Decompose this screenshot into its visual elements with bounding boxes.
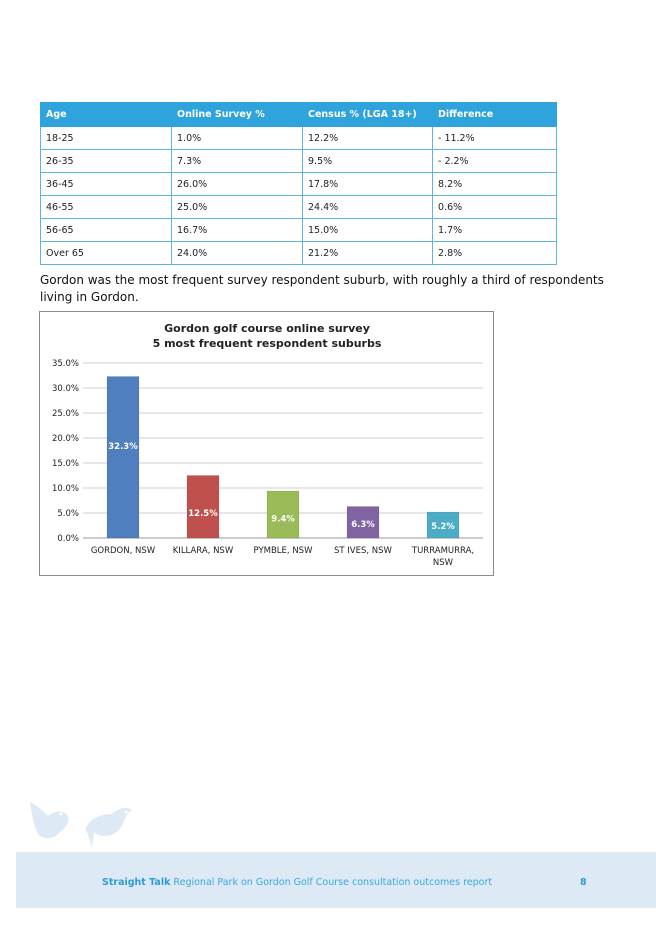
y-tick-label: 30.0% bbox=[51, 384, 79, 394]
cell-age: Over 65 bbox=[41, 242, 172, 265]
cell-census: 12.2% bbox=[303, 127, 433, 150]
data-label: 5.2% bbox=[431, 521, 455, 532]
cell-age: 18-25 bbox=[41, 127, 172, 150]
bird-icon bbox=[30, 802, 69, 838]
table-row bbox=[41, 173, 557, 196]
table-row bbox=[41, 150, 557, 173]
table-row bbox=[41, 127, 557, 150]
age-comparison-table bbox=[40, 102, 557, 265]
cell-difference: 0.6% bbox=[433, 196, 557, 219]
table-row bbox=[41, 219, 557, 242]
data-label: 9.4% bbox=[271, 514, 295, 525]
cell-online: 16.7% bbox=[172, 219, 303, 242]
cell-age: 46-55 bbox=[41, 196, 172, 219]
header-census: Census % (LGA 18+) bbox=[303, 103, 433, 127]
y-tick-label: 0.0% bbox=[57, 534, 79, 544]
chart-subtitle: 5 most frequent respondent suburbs bbox=[152, 337, 382, 350]
header-online-survey: Online Survey % bbox=[172, 103, 303, 127]
y-tick-label: 5.0% bbox=[57, 509, 79, 519]
y-tick-label: 10.0% bbox=[51, 484, 79, 494]
bird-icon bbox=[86, 808, 132, 848]
table-row bbox=[41, 242, 557, 265]
data-label: 12.5% bbox=[188, 509, 218, 520]
cell-census: 21.2% bbox=[303, 242, 433, 265]
footer-text bbox=[102, 877, 492, 888]
chart-canvas bbox=[40, 312, 495, 577]
cell-difference: 8.2% bbox=[433, 173, 557, 196]
x-category-label: KILLARA, NSW bbox=[172, 546, 234, 556]
cell-age: 56-65 bbox=[41, 219, 172, 242]
footer-report-title: Regional Park on Gordon Golf Course consultation outcomes report bbox=[173, 877, 493, 888]
chart-title: Gordon golf course online survey bbox=[164, 322, 370, 335]
y-tick-label: 35.0% bbox=[51, 359, 79, 369]
header-age: Age bbox=[41, 103, 172, 127]
header-difference: Difference bbox=[433, 103, 557, 127]
cell-difference: - 11.2% bbox=[433, 127, 557, 150]
cell-census: 9.5% bbox=[303, 150, 433, 173]
cell-age: 26-35 bbox=[41, 150, 172, 173]
y-tick-label: 20.0% bbox=[51, 434, 79, 444]
cell-online: 1.0% bbox=[172, 127, 303, 150]
cell-census: 15.0% bbox=[303, 219, 433, 242]
bar-2 bbox=[187, 476, 219, 539]
x-category-label: TURRAMURRA, NSW bbox=[411, 546, 475, 568]
cell-online: 7.3% bbox=[172, 150, 303, 173]
cell-difference: 2.8% bbox=[433, 242, 557, 265]
cell-age: 36-45 bbox=[41, 173, 172, 196]
x-category-label: ST IVES, NSW bbox=[334, 546, 392, 556]
table-header-row bbox=[41, 103, 557, 127]
y-tick-label: 25.0% bbox=[51, 409, 79, 419]
page-number: 8 bbox=[580, 877, 587, 888]
x-category-label: GORDON, NSW bbox=[90, 546, 156, 556]
body-paragraph: Gordon was the most frequent survey respondent suburb, with roughly a third of respondents living in Gordon. bbox=[40, 273, 604, 304]
y-tick-label: 15.0% bbox=[51, 459, 79, 469]
data-label: 6.3% bbox=[351, 519, 375, 530]
cell-online: 24.0% bbox=[172, 242, 303, 265]
bar-1 bbox=[107, 377, 139, 539]
cell-census: 24.4% bbox=[303, 196, 433, 219]
suburb-bar-chart bbox=[39, 311, 494, 576]
cell-census: 17.8% bbox=[303, 173, 433, 196]
cell-difference: 1.7% bbox=[433, 219, 557, 242]
table-row bbox=[41, 196, 557, 219]
cell-online: 26.0% bbox=[172, 173, 303, 196]
data-label: 32.3% bbox=[108, 442, 138, 453]
cell-online: 25.0% bbox=[172, 196, 303, 219]
x-category-label: PYMBLE, NSW bbox=[253, 546, 313, 556]
footer-brand: Straight Talk bbox=[102, 877, 171, 888]
cell-difference: - 2.2% bbox=[433, 150, 557, 173]
